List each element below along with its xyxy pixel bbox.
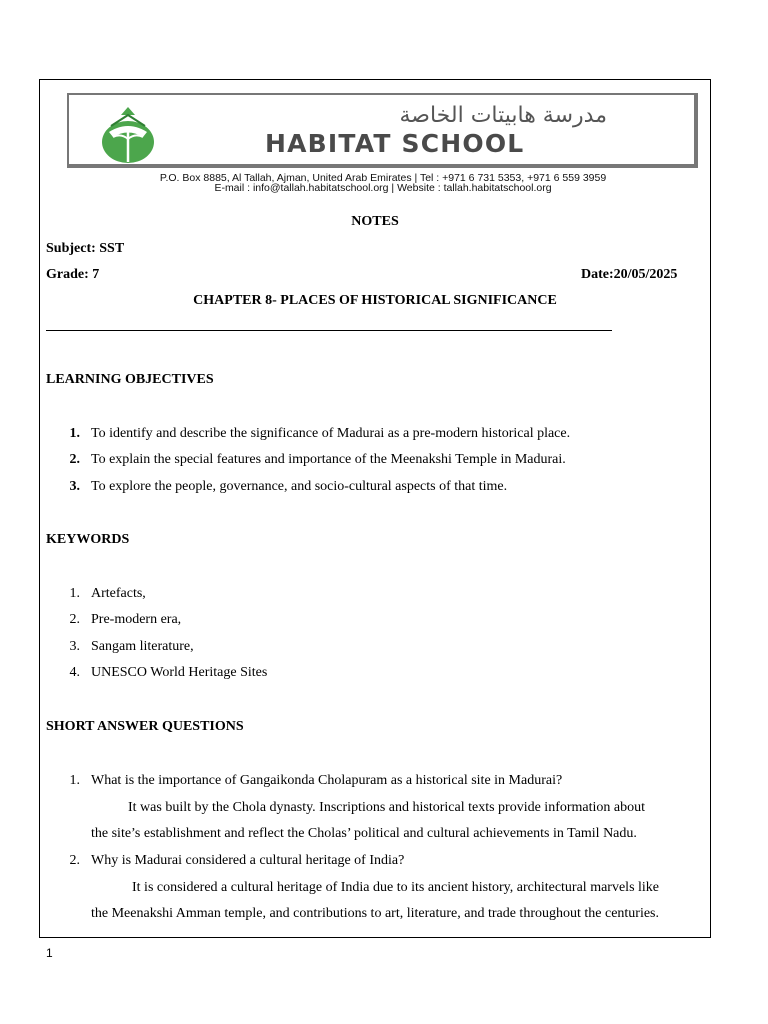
keyword-item: Artefacts, (91, 586, 146, 601)
page-number: 1 (46, 946, 53, 960)
grade-label: Grade: 7 (46, 267, 100, 282)
question-text: Why is Madurai considered a cultural heritage of India? (91, 853, 405, 868)
keyword-number: 2. (69, 612, 80, 627)
notes-title: NOTES (351, 214, 399, 229)
keyword-number: 1. (69, 586, 80, 601)
keyword-item: Pre-modern era, (91, 612, 182, 627)
keyword-item: UNESCO World Heritage Sites (91, 665, 268, 680)
address-line: P.O. Box 8885, Al Tallah, Ajman, United Arab Emirates | Tel : +971 6 731 5353, +971 6 559 3959 (159, 172, 607, 184)
objective-number: 3. (69, 479, 80, 494)
school-name: HABITAT SCHOOL (265, 129, 525, 158)
answer-text: It was built by the Chola dynasty. Inscriptions and historical texts provide information about (128, 800, 646, 815)
question-number: 1. (69, 773, 80, 788)
chapter-title: CHAPTER 8- PLACES OF HISTORICAL SIGNIFICANCE (193, 293, 557, 308)
answer-text: It is considered a cultural heritage of India due to its ancient history, architectural marvels like (132, 880, 660, 895)
answer-text: the Meenakshi Amman temple, and contributions to art, literature, and trade throughout the centuries. (91, 906, 660, 921)
objective-item: To identify and describe the significance of Madurai as a pre-modern historical place. (91, 426, 571, 441)
answer-text: the site’s establishment and reflect the Cholas’ political and cultural achievements in Tamil Nadu. (91, 826, 637, 841)
keyword-number: 3. (69, 639, 80, 654)
objective-number: 2. (69, 452, 80, 467)
contact-line: E-mail : info@tallah.habitatschool.org | Website : tallah.habitatschool.org (214, 182, 552, 194)
question-number: 2. (69, 853, 80, 868)
objective-number: 1. (69, 426, 80, 441)
subject-label: Subject: SST (46, 241, 125, 256)
objective-item: To explore the people, governance, and socio-cultural aspects of that time. (91, 479, 508, 494)
keywords-heading: KEYWORDS (46, 532, 130, 547)
date-label: Date:20/05/2025 (581, 267, 678, 282)
school-name-arabic: مدرسة هابيتات الخاصة (399, 103, 607, 128)
keyword-number: 4. (69, 665, 80, 680)
question-text: What is the importance of Gangaikonda Cholapuram as a historical site in Madurai? (91, 773, 563, 788)
learning-objectives-heading: LEARNING OBJECTIVES (46, 372, 214, 387)
school-logo-icon (99, 106, 157, 164)
separator-line (46, 330, 612, 331)
keyword-item: Sangam literature, (91, 639, 194, 654)
short-answer-heading: SHORT ANSWER QUESTIONS (46, 719, 244, 734)
objective-item: To explain the special features and importance of the Meenakshi Temple in Madurai. (91, 452, 566, 467)
